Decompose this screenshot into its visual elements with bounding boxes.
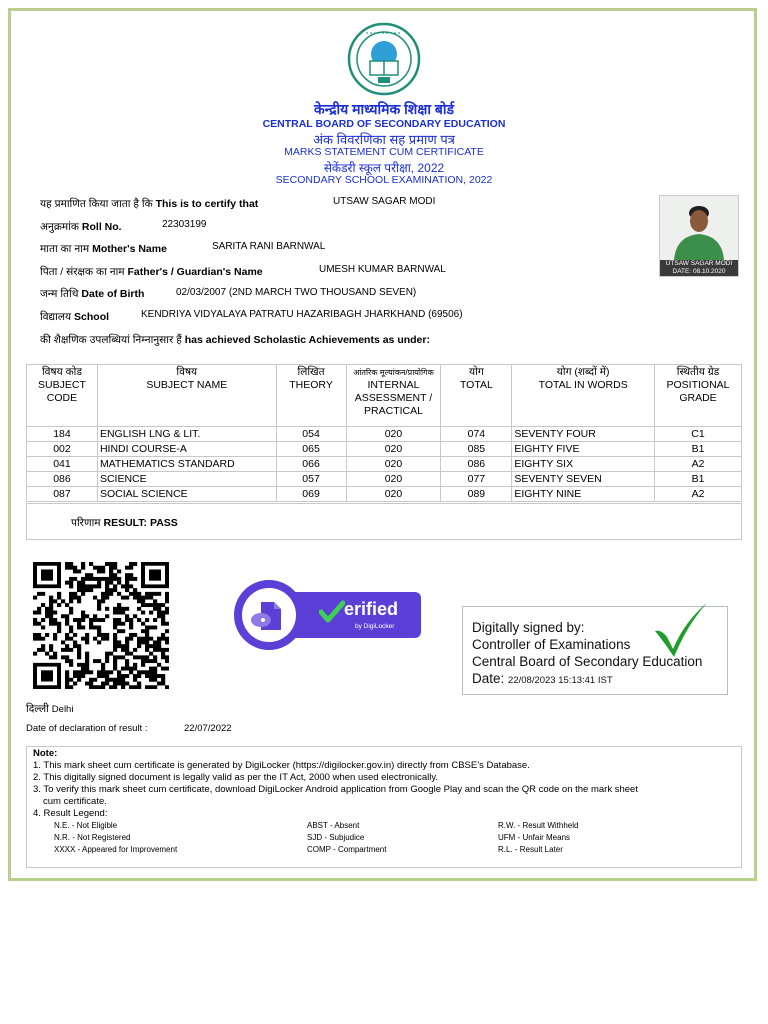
positional-grade: A2 [655, 487, 742, 502]
note-item: 1. This mark sheet cum certificate is generated by DigiLocker (https://digilocker.gov.in) directly from CBSE’s Database. [33, 760, 530, 771]
header-theory: लिखित THEORY [276, 365, 346, 427]
marks-table [26, 364, 742, 502]
internal-marks: 020 [346, 457, 441, 472]
legend-item: N.R. - Not Registered [54, 833, 131, 842]
sig-line-3: Central Board of Secondary Education [472, 654, 703, 669]
subject-name: MATHEMATICS STANDARD [97, 457, 276, 472]
board-name-hindi: केन्द्रीय माध्यमिक शिक्षा बोर्ड [314, 101, 454, 117]
verified-badge [234, 580, 421, 650]
total-words: EIGHTY FIVE [512, 442, 655, 457]
photo-caption-date: DATE: 08.10.2020 [672, 268, 726, 275]
header-total: योग TOTAL [441, 365, 512, 427]
legend-item: R.W. - Result Withheld [498, 821, 579, 830]
positional-grade: A2 [655, 457, 742, 472]
total-marks: 085 [441, 442, 512, 457]
signature-check-icon [651, 601, 711, 659]
total-marks: 074 [441, 427, 512, 442]
sig-line-2: Controller of Examinations [472, 637, 631, 652]
exam-title-hindi: सेकेंडरी स्कूल परीक्षा, 2022 [323, 161, 445, 175]
cbse-logo-icon [346, 21, 422, 99]
positional-grade: C1 [655, 427, 742, 442]
theory-marks: 066 [276, 457, 346, 472]
candidate-photo [659, 195, 739, 277]
theory-marks: 065 [276, 442, 346, 457]
subject-code: 002 [27, 442, 98, 457]
mother-name: SARITA RANI BARNWAL [212, 241, 326, 252]
exam-title-english: SECONDARY SCHOOL EXAMINATION, 2022 [275, 174, 493, 186]
verified-text: erified [344, 599, 399, 619]
certify-label: यह प्रमाणित किया जाता है कि This is to certify that [40, 198, 259, 210]
subject-name: SOCIAL SCIENCE [97, 487, 276, 502]
subject-name: ENGLISH LNG & LIT. [97, 427, 276, 442]
table-row [27, 487, 742, 502]
total-words: SEVENTY FOUR [512, 427, 655, 442]
result-box [26, 503, 742, 540]
note-item: 3. To verify this mark sheet cum certificate, download DigiLocker Android application from Google Play and scan the QR code on the mark sheet [33, 784, 638, 795]
dob-label: जन्म तिथि Date of Birth [40, 288, 145, 300]
doc-title-english: MARKS STATEMENT CUM CERTIFICATE [284, 146, 484, 158]
header-subject-name: विषय SUBJECT NAME [97, 365, 276, 427]
digital-signature-box[interactable] [462, 606, 728, 695]
subject-name: SCIENCE [97, 472, 276, 487]
legend-item: N.E. - Not Eligible [54, 821, 118, 830]
table-row [27, 427, 742, 442]
notes-title: Note: [33, 748, 58, 759]
total-words: EIGHTY NINE [512, 487, 655, 502]
mother-label: माता का नाम Mother's Name [40, 243, 167, 255]
doc-title-hindi: अंक विवरणिका सह प्रमाण पत्र [313, 132, 455, 147]
candidate-name: UTSAW SAGAR MODI [333, 196, 436, 207]
total-marks: 077 [441, 472, 512, 487]
header-total-words: योग (शब्दों में) TOTAL IN WORDS [512, 365, 655, 427]
positional-grade: B1 [655, 472, 742, 487]
note-item: 4. Result Legend: [33, 808, 108, 819]
header-grade: स्थितीय ग्रेड POSITIONAL GRADE [655, 365, 742, 427]
internal-marks: 020 [346, 487, 441, 502]
legend-item: ABST - Absent [307, 821, 360, 830]
board-name-english: CENTRAL BOARD OF SECONDARY EDUCATION [262, 118, 506, 130]
result-legend [33, 820, 735, 856]
sig-date-row: Date: 22/08/2023 15:13:41 IST [472, 671, 613, 686]
total-words: SEVENTY SEVEN [512, 472, 655, 487]
subject-name: HINDI COURSE-A [97, 442, 276, 457]
subject-code: 184 [27, 427, 98, 442]
positional-grade: B1 [655, 442, 742, 457]
qr-code-icon[interactable] [33, 562, 169, 689]
school-label: विद्यालय School [40, 311, 110, 323]
theory-marks: 054 [276, 427, 346, 442]
table-row [27, 472, 742, 487]
school-name: KENDRIYA VIDYALAYA PATRATU HAZARIBAGH JHARKHAND (69506) [141, 309, 463, 320]
father-name: UMESH KUMAR BARNWAL [319, 264, 446, 275]
sig-date-value: 22/08/2023 15:13:41 IST [508, 675, 613, 686]
legend-item: R.L. - Result Later [498, 845, 563, 854]
photo-caption-name: UTSAW SAGAR MODI [665, 260, 733, 267]
internal-marks: 020 [346, 442, 441, 457]
legend-item: COMP - Compartment [307, 845, 387, 854]
total-marks: 086 [441, 457, 512, 472]
roll-label: अनुक्रमांक Roll No. [40, 221, 122, 233]
father-label: पिता / संरक्षक का नाम Father's / Guardian's Name [40, 266, 263, 278]
header-internal: आंतरिक मूल्यांकन/प्रायोगिक INTERNAL ASSESSMENT / PRACTICAL [346, 365, 441, 427]
subject-code: 087 [27, 487, 98, 502]
verified-by-text: by DigiLocker [355, 623, 395, 630]
verified-letter-v [322, 598, 342, 622]
header-subject-code: विषय कोड SUBJECT CODE [27, 365, 98, 427]
note-item: cum certificate. [43, 796, 107, 807]
legend-item: SJD - Subjudice [307, 833, 365, 842]
roll-number: 22303199 [162, 219, 207, 230]
legend-item: UFM - Unfair Means [498, 833, 571, 842]
subject-code: 041 [27, 457, 98, 472]
legend-item: XXXX - Appeared for Improvement [54, 845, 178, 854]
internal-marks: 020 [346, 427, 441, 442]
theory-marks: 069 [276, 487, 346, 502]
result-label: परिणाम RESULT: PASS [71, 517, 178, 529]
sig-line-1: Digitally signed by: [472, 620, 585, 635]
person-photo-icon [660, 196, 738, 260]
total-marks: 089 [441, 487, 512, 502]
notes-box [26, 746, 742, 868]
place: दिल्ली Delhi [26, 703, 74, 715]
declaration-date: 22/07/2022 [184, 723, 232, 734]
achievement-label: की शैक्षणिक उपलब्धियां निम्नानुसार हैं has achieved Scholastic Achievements as under: [40, 334, 430, 346]
declaration-label: Date of declaration of result : [26, 723, 148, 734]
subject-code: 086 [27, 472, 98, 487]
theory-marks: 057 [276, 472, 346, 487]
table-row [27, 442, 742, 457]
total-words: EIGHTY SIX [512, 457, 655, 472]
note-item: 2. This digitally signed document is legally valid as per the IT Act, 2000 when used electronically. [33, 772, 439, 783]
internal-marks: 020 [346, 472, 441, 487]
date-of-birth: 02/03/2007 (2ND MARCH TWO THOUSAND SEVEN) [176, 287, 417, 298]
table-row [27, 457, 742, 472]
